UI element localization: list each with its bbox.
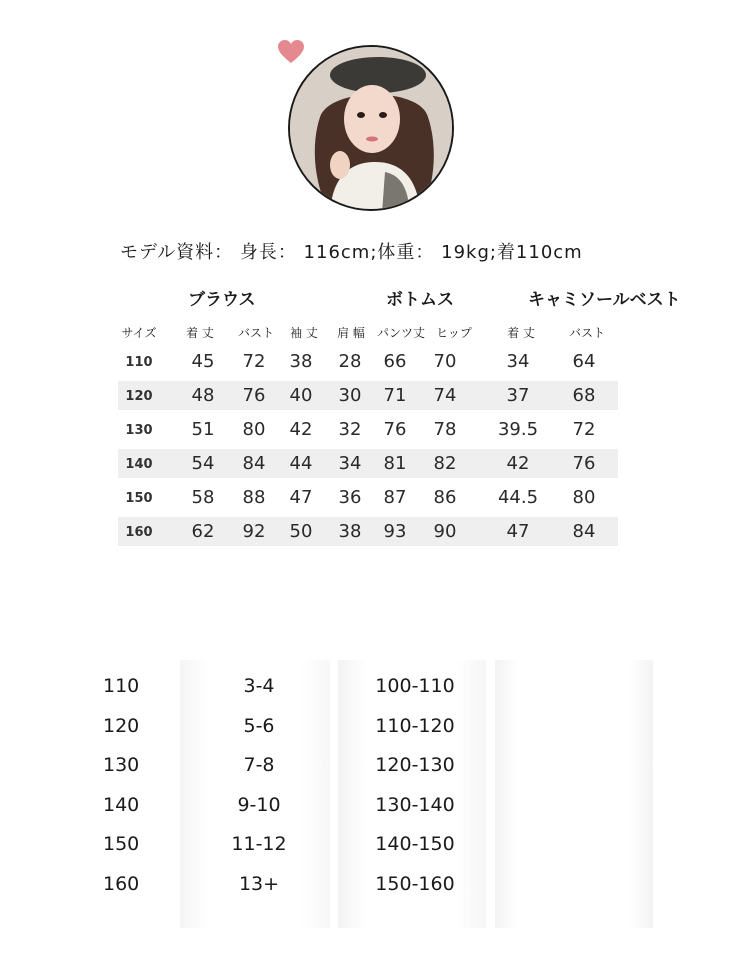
table-cell: 78 — [433, 419, 457, 440]
age-years: 9-10 — [237, 794, 281, 816]
table-cell: 30 — [338, 385, 362, 406]
age-years: 7-8 — [243, 754, 275, 776]
table-cell: 76 — [242, 385, 266, 406]
table-cell: 42 — [506, 453, 530, 474]
table-cell: 54 — [191, 453, 215, 474]
table-cell: 47 — [506, 521, 530, 542]
table-cell: 84 — [572, 521, 596, 542]
age-size: 150 — [103, 833, 140, 855]
table-cell: 44.5 — [497, 487, 539, 508]
table-cell: 47 — [289, 487, 313, 508]
age-size: 130 — [103, 754, 140, 776]
age-height: 130-140 — [375, 794, 455, 816]
size-label: 140 — [125, 457, 153, 472]
group-bottoms: ボトムス — [386, 290, 454, 310]
table-cell: 66 — [383, 351, 407, 372]
table-cell: 37 — [506, 385, 530, 406]
age-years: 3-4 — [243, 675, 275, 697]
header-vest-bust: バスト — [568, 326, 606, 340]
size-label: 110 — [125, 355, 153, 370]
table-cell: 48 — [191, 385, 215, 406]
table-cell: 62 — [191, 521, 215, 542]
age-size: 160 — [103, 873, 140, 895]
table-cell: 45 — [191, 351, 215, 372]
age-height: 120-130 — [375, 754, 455, 776]
size-label: 130 — [125, 423, 153, 438]
table-cell: 80 — [572, 487, 596, 508]
table-cell: 32 — [338, 419, 362, 440]
table-cell: 58 — [191, 487, 215, 508]
header-pants-length: パンツ丈 — [376, 326, 426, 340]
table-cell: 87 — [383, 487, 407, 508]
table-cell: 72 — [242, 351, 266, 372]
table-cell: 51 — [191, 419, 215, 440]
heart-icon — [278, 40, 304, 64]
table-cell: 76 — [383, 419, 407, 440]
table-cell: 40 — [289, 385, 313, 406]
age-height: 110-120 — [375, 715, 455, 737]
table-cell: 80 — [242, 419, 266, 440]
table-cell: 28 — [338, 351, 362, 372]
age-years: 11-12 — [231, 833, 287, 855]
age-size: 140 — [103, 794, 140, 816]
table-cell: 70 — [433, 351, 457, 372]
size-label: 120 — [125, 389, 153, 404]
table-cell: 68 — [572, 385, 596, 406]
header-shoulder: 肩 幅 — [337, 326, 365, 340]
age-size: 120 — [103, 715, 140, 737]
table-cell: 92 — [242, 521, 266, 542]
group-blouse: ブラウス — [188, 290, 256, 310]
table-cell: 39.5 — [497, 419, 539, 440]
blank-panel — [495, 660, 653, 928]
table-cell: 93 — [383, 521, 407, 542]
table-cell: 36 — [338, 487, 362, 508]
size-label: 160 — [125, 525, 153, 540]
table-cell: 88 — [242, 487, 266, 508]
model-info: モデル資料： 身長： 116cm;体重： 19kg;着110cm — [120, 242, 583, 263]
table-cell: 86 — [433, 487, 457, 508]
model-avatar — [288, 45, 454, 211]
table-cell: 38 — [289, 351, 313, 372]
table-cell: 72 — [572, 419, 596, 440]
table-cell: 64 — [572, 351, 596, 372]
header-length: 着 丈 — [186, 326, 214, 340]
header-hip: ヒップ — [436, 326, 472, 340]
table-cell: 42 — [289, 419, 313, 440]
age-height: 100-110 — [375, 675, 455, 697]
table-cell: 44 — [289, 453, 313, 474]
age-height: 140-150 — [375, 833, 455, 855]
header-bust: バスト — [237, 326, 275, 340]
size-label: 150 — [125, 491, 153, 506]
header-size: サイズ — [121, 326, 157, 340]
table-cell: 81 — [383, 453, 407, 474]
age-years: 5-6 — [243, 715, 275, 737]
table-cell: 38 — [338, 521, 362, 542]
header-vest-length: 着 丈 — [507, 326, 535, 340]
table-cell: 76 — [572, 453, 596, 474]
table-cell: 71 — [383, 385, 407, 406]
age-size: 110 — [103, 675, 140, 697]
table-cell: 50 — [289, 521, 313, 542]
table-cell: 34 — [506, 351, 530, 372]
table-cell: 84 — [242, 453, 266, 474]
group-camisole-vest: キャミソールベスト — [528, 290, 681, 310]
header-sleeve: 袖 丈 — [290, 326, 318, 340]
age-years: 13+ — [238, 873, 280, 895]
age-height: 150-160 — [375, 873, 455, 895]
table-cell: 74 — [433, 385, 457, 406]
table-cell: 90 — [433, 521, 457, 542]
table-cell: 82 — [433, 453, 457, 474]
table-cell: 34 — [338, 453, 362, 474]
